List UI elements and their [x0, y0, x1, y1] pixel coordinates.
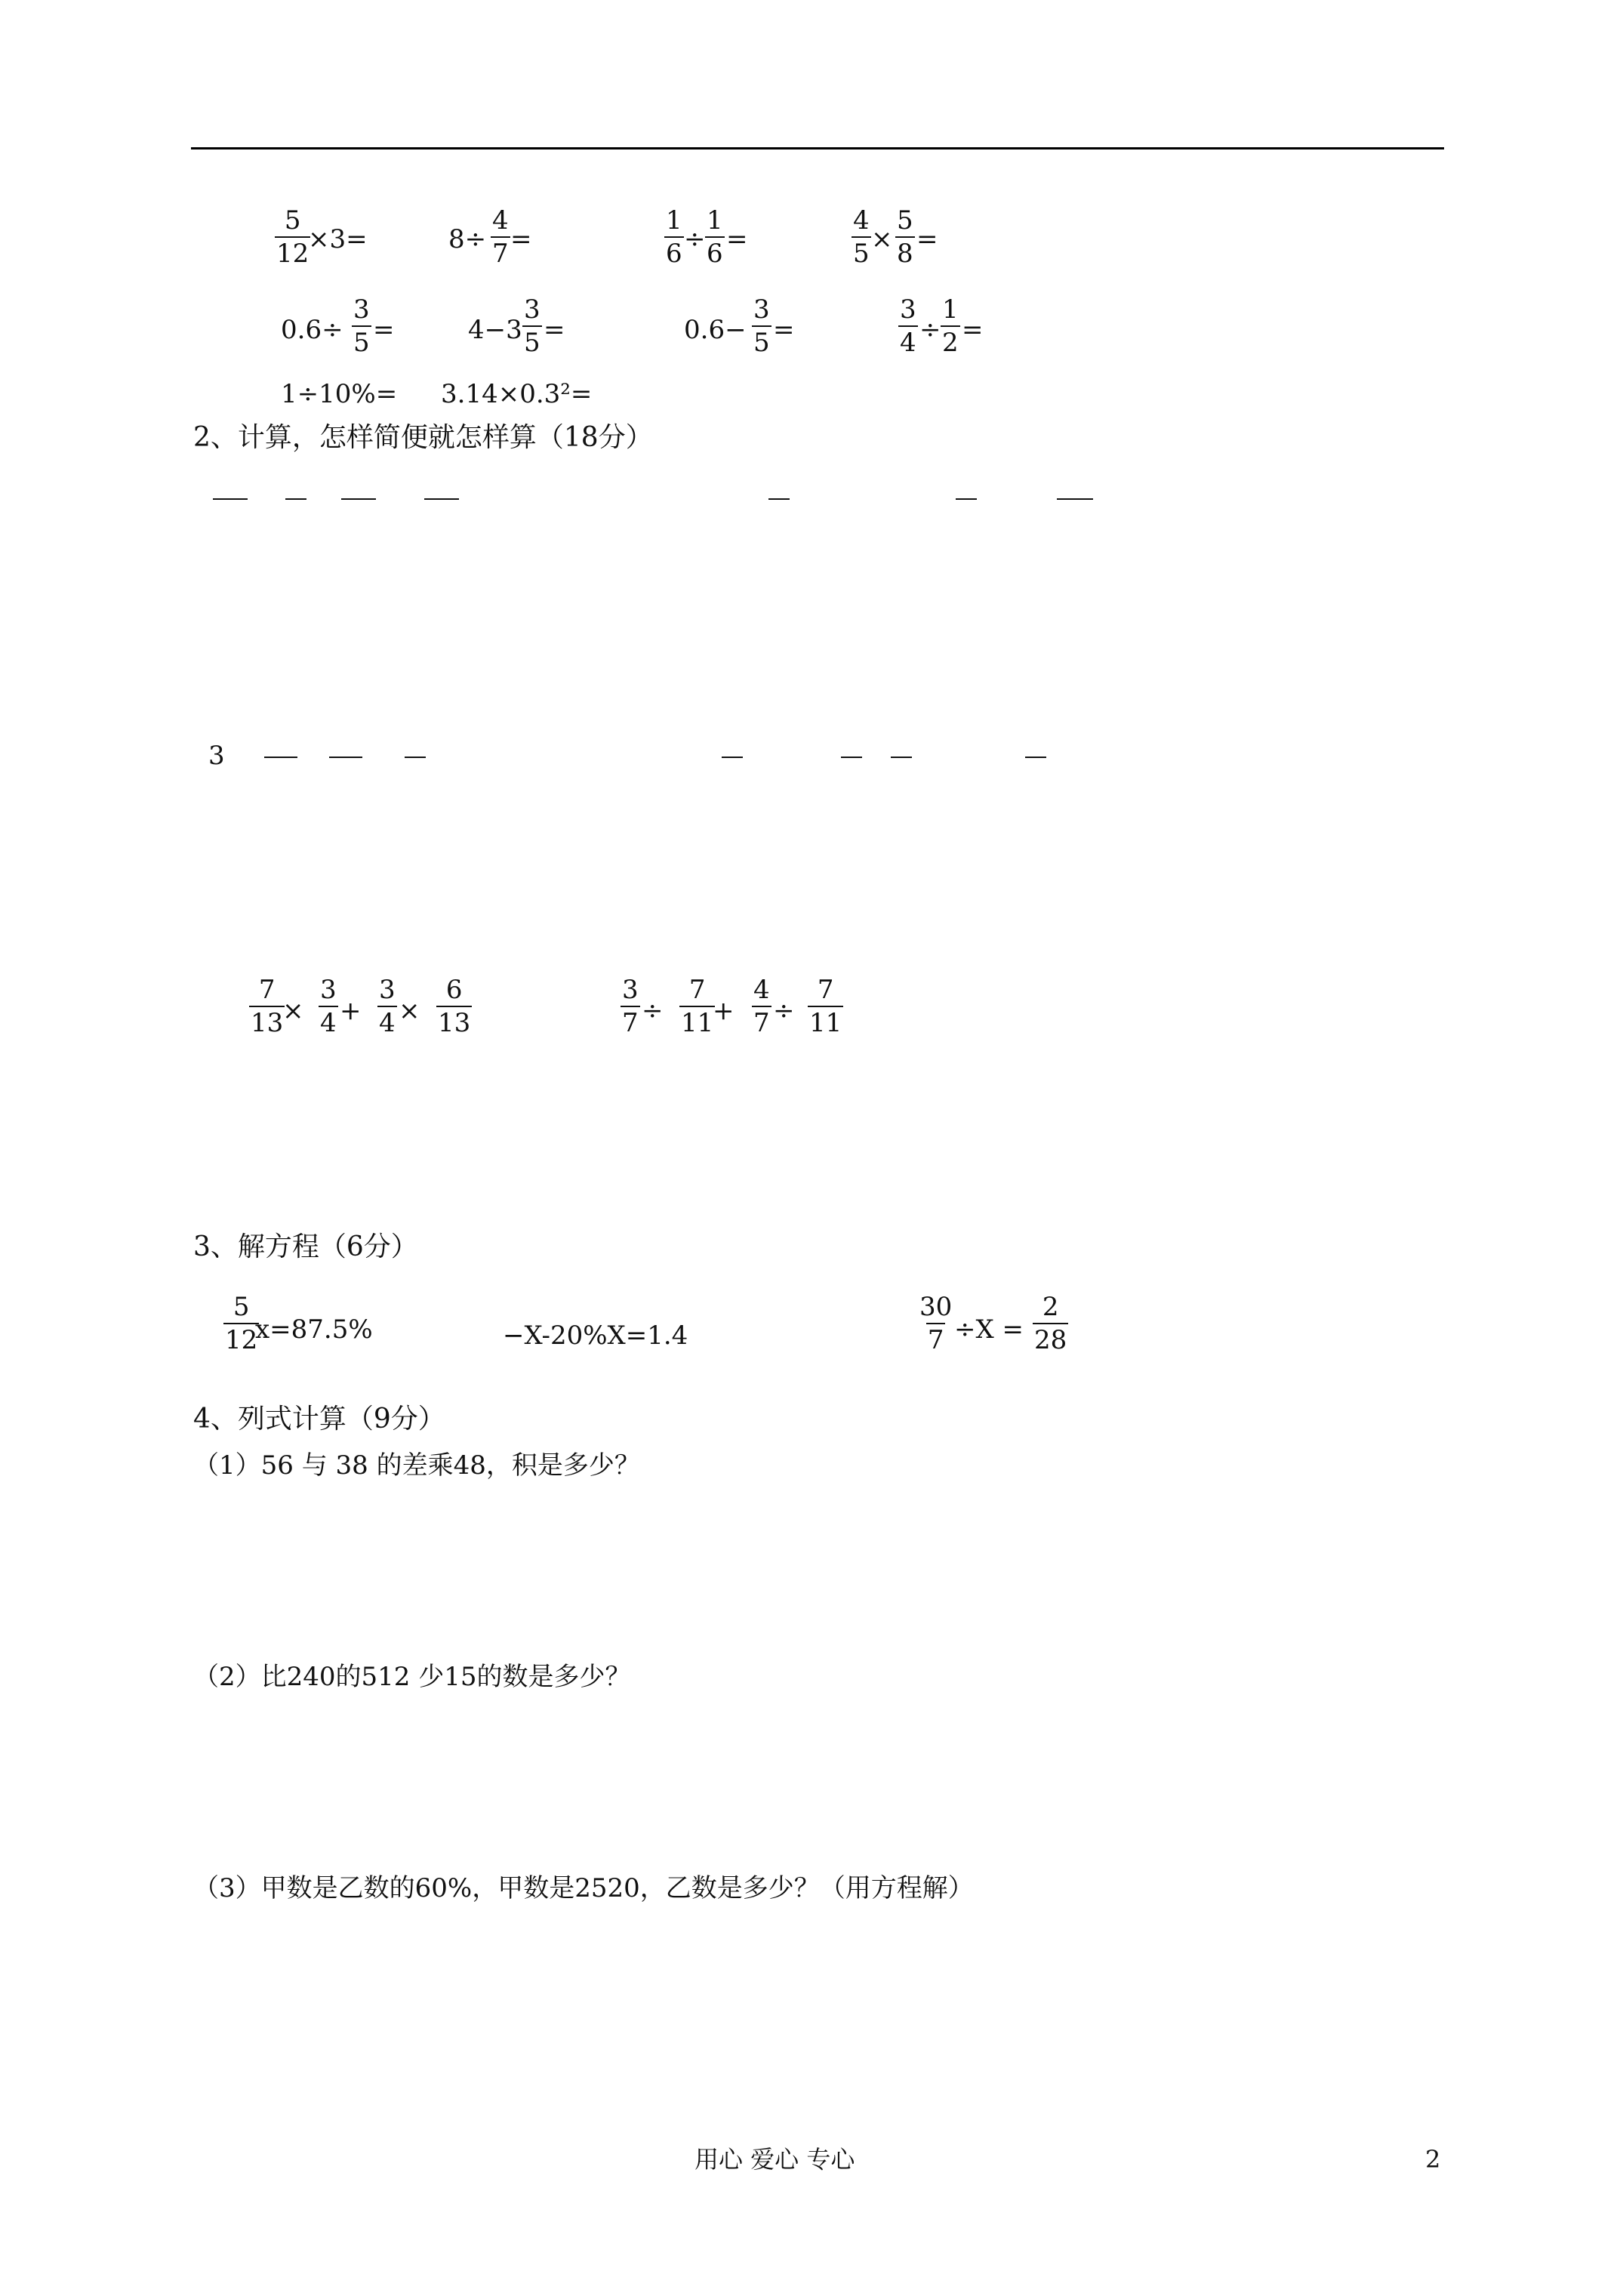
numerator: 7 — [258, 975, 276, 1005]
numerator: 4 — [853, 205, 870, 236]
expression-text: × — [399, 996, 420, 1026]
numerator: 3 — [753, 294, 770, 325]
expression-text: 3 — [208, 741, 225, 771]
expression-text: + — [713, 996, 735, 1026]
expression-text: 8÷ — [448, 224, 487, 254]
denominator: 5 — [352, 325, 371, 356]
denominator: 7 — [621, 1006, 640, 1036]
denominator: 12 — [275, 236, 310, 267]
blank-fraction-bar — [841, 757, 862, 758]
denominator: 6 — [705, 236, 725, 267]
denominator: 7 — [752, 1006, 771, 1036]
expression-text: 4−3 — [468, 315, 522, 345]
numerator: 7 — [688, 975, 706, 1005]
denominator: 28 — [1033, 1323, 1068, 1353]
numerator: 3 — [353, 294, 370, 325]
denominator: 7 — [491, 236, 510, 267]
section-heading: 3、解方程（6分） — [193, 1231, 418, 1262]
denominator: 7 — [926, 1323, 946, 1353]
denominator: 4 — [377, 1006, 397, 1036]
blank-fraction-bar — [264, 757, 297, 758]
fraction — [752, 977, 771, 1036]
numerator: 3 — [900, 294, 916, 325]
fraction — [941, 294, 960, 358]
fraction — [352, 294, 371, 358]
numerator: 1 — [666, 205, 682, 236]
denominator: 11 — [808, 1006, 843, 1036]
blank-fraction-bar — [424, 498, 459, 500]
fraction — [752, 294, 771, 358]
denominator: 5 — [522, 325, 542, 356]
fraction — [522, 294, 542, 358]
denominator: 11 — [679, 1006, 715, 1036]
denominator: 12 — [223, 1323, 259, 1353]
blank-fraction-bar — [1025, 757, 1046, 758]
expression-text: = — [773, 315, 795, 345]
blank-fraction-bar — [1057, 498, 1093, 500]
expression-text: ÷ — [642, 996, 664, 1026]
fraction — [852, 205, 871, 269]
numerator: 4 — [492, 205, 509, 236]
fraction — [223, 1294, 259, 1353]
fraction — [1033, 1294, 1068, 1353]
denominator: 13 — [249, 1006, 285, 1036]
numerator: 6 — [445, 975, 463, 1005]
question-text: （1）56 与 38 的差乘48，积是多少？ — [193, 1450, 640, 1481]
expression-text: ÷ — [684, 224, 706, 254]
fraction — [664, 205, 684, 269]
fraction — [895, 205, 915, 269]
expression-text: = — [544, 315, 565, 345]
fraction — [808, 977, 843, 1036]
blank-fraction-bar — [329, 757, 362, 758]
fraction — [436, 977, 472, 1036]
footer-motto: 用心 爱心 专心 — [694, 2145, 855, 2174]
denominator: 5 — [752, 325, 771, 356]
numerator: 5 — [233, 1292, 250, 1322]
numerator: 2 — [1042, 1292, 1059, 1322]
blank-fraction-bar — [722, 757, 743, 758]
equation-text: ÷X = — [954, 1314, 1024, 1345]
denominator: 4 — [319, 1006, 338, 1036]
equation-text: x=87.5% — [255, 1314, 373, 1345]
question-text: （2）比240的512 少15的数是多少？ — [193, 1662, 631, 1692]
equation-text: −X-20%X=1.4 — [503, 1321, 688, 1351]
section-heading: 2、计算，怎样简便就怎样算（18分） — [193, 422, 653, 453]
expression-text: = — [962, 315, 984, 345]
blank-fraction-bar — [768, 498, 790, 500]
header-rule — [191, 147, 1444, 149]
expression-text: ×3= — [308, 224, 368, 254]
expression-text: 0.6÷ — [281, 315, 343, 345]
numerator: 3 — [622, 975, 639, 1005]
denominator: 4 — [898, 325, 918, 356]
expression-text: = — [726, 224, 748, 254]
blank-fraction-bar — [891, 757, 912, 758]
fraction — [621, 977, 640, 1036]
expression-text: + — [340, 996, 362, 1026]
expression-text: ÷ — [773, 996, 795, 1026]
numerator: 3 — [320, 975, 337, 1005]
fraction — [679, 977, 715, 1036]
fraction — [918, 1294, 953, 1353]
numerator: 5 — [284, 205, 301, 236]
numerator: 3 — [379, 975, 396, 1005]
section-heading: 4、列式计算（9分） — [193, 1404, 445, 1435]
numerator: 4 — [753, 975, 770, 1005]
expression-text: ÷ — [919, 315, 941, 345]
blank-fraction-bar — [285, 498, 306, 500]
expression-text: = — [510, 224, 532, 254]
numerator: 1 — [707, 205, 723, 236]
fraction — [319, 977, 338, 1036]
page-number: 2 — [1425, 2145, 1441, 2174]
numerator: 5 — [897, 205, 913, 236]
denominator: 13 — [436, 1006, 472, 1036]
fraction — [249, 977, 285, 1036]
numerator: 1 — [942, 294, 959, 325]
numerator: 3 — [524, 294, 540, 325]
numerator: 30 — [919, 1292, 953, 1322]
fraction — [275, 205, 310, 269]
expression-text: 1÷10%= — [281, 379, 398, 409]
fraction — [377, 977, 397, 1036]
denominator: 2 — [941, 325, 960, 356]
denominator: 6 — [664, 236, 684, 267]
blank-fraction-bar — [405, 757, 426, 758]
denominator: 8 — [895, 236, 915, 267]
fraction — [705, 205, 725, 269]
expression-text: = — [916, 224, 938, 254]
fraction — [491, 205, 510, 269]
question-text: （3）甲数是乙数的60%，甲数是2520，乙数是多少？（用方程解） — [193, 1873, 974, 1903]
expression-text: = — [373, 315, 395, 345]
fraction — [898, 294, 918, 358]
expression-text: 3.14×0.3²= — [441, 379, 593, 409]
blank-fraction-bar — [956, 498, 977, 500]
blank-fraction-bar — [213, 498, 248, 500]
denominator: 5 — [852, 236, 871, 267]
blank-fraction-bar — [341, 498, 376, 500]
numerator: 7 — [817, 975, 834, 1005]
expression-text: × — [282, 996, 304, 1026]
expression-text: × — [871, 224, 893, 254]
expression-text: 0.6− — [684, 315, 747, 345]
